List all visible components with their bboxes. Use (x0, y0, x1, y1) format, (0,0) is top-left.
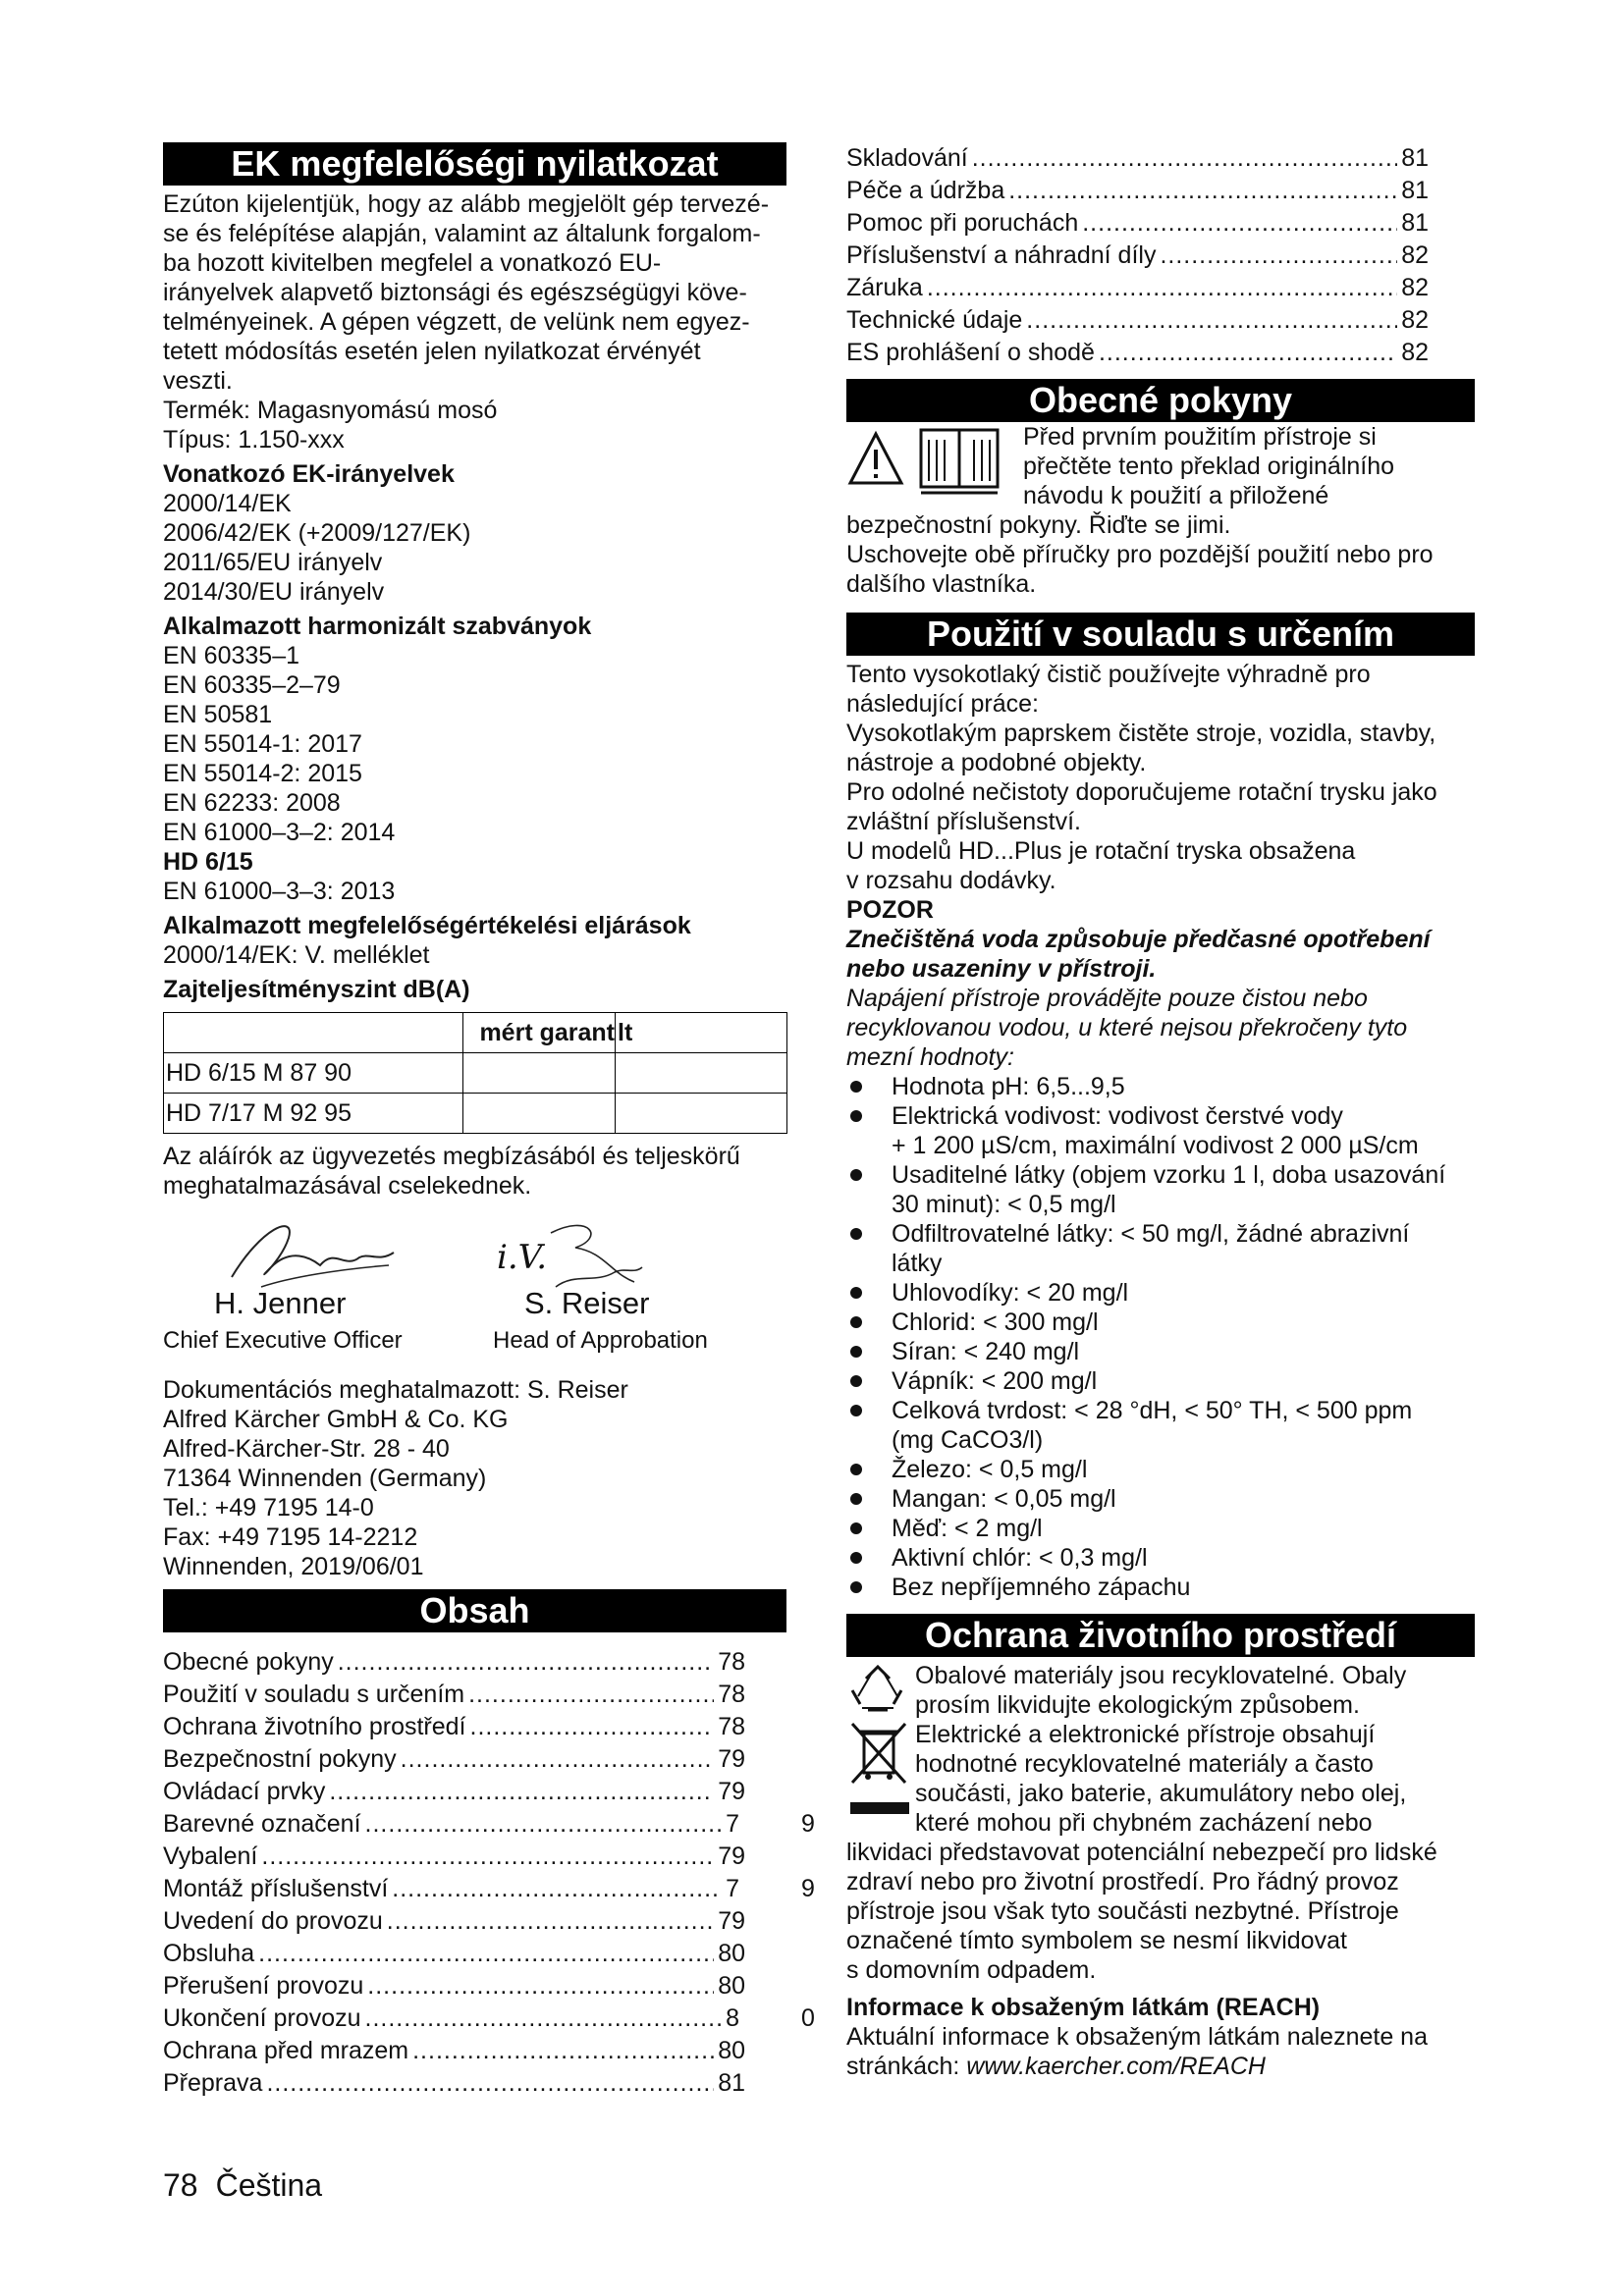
list-item: Uhlovodíky: < 20 mg/l (846, 1278, 1475, 1308)
address-block: Dokumentációs meghatalmazott: S. Reiser Alfred Kärcher GmbH & Co. KG Alfred-Kärcher-Str. 28 - 40 71364 Winnenden (Germany) Tel.: +49 7195 14-0 Fax: +49 7195 14-2212 Winnenden, 2019/06/01 (163, 1376, 628, 1580)
table-row: HD 6/15 M 87 90 (164, 1053, 787, 1094)
signers-note: Az aláírók az ügyvezetés megbízásából és teljeskörű (163, 1143, 740, 1170)
caution-italic: Napájení přístroje provádějte pouze čistou nebo (846, 985, 1368, 1012)
table-header-row: mért garant lt (164, 1013, 787, 1053)
list-item: Chlorid: < 300 mg/l (846, 1308, 1475, 1337)
toc-row[interactable]: Bezpečnostní pokyny ..... 79 (163, 1743, 745, 1776)
signer2-title: Head of Approbation (493, 1327, 708, 1354)
signature-jenner (202, 1208, 399, 1297)
page-number: 78 (163, 2167, 198, 2203)
signers-note: meghatalmazásával cselekednek. (163, 1172, 532, 1200)
general-intro: Před prvním použitím přístroje si přečtěte tento překlad originálního návodu k použití a přiložené (1023, 423, 1395, 509)
page-footer (163, 2165, 322, 2205)
toc-row[interactable]: Barevné označení ..... 7 9 (163, 1808, 745, 1841)
procedures-heading: Alkalmazott megfelelőségértékelési eljárások (163, 912, 691, 939)
warning-manual-icon (846, 422, 1023, 510)
directive-item: 2000/14/EK (163, 490, 292, 517)
water-limits-list (846, 1072, 1475, 1602)
directive-item: 2014/30/EU irányelv (163, 578, 385, 606)
list-item: Měď: < 2 mg/l (846, 1514, 1475, 1543)
toc-row[interactable]: Záruka ..... 82 (846, 272, 1429, 304)
toc-row[interactable]: Ochrana před mrazem ..... 80 (163, 2035, 745, 2067)
signer2-name: S. Reiser (524, 1286, 650, 1320)
reach-heading: Informace k obsaženým látkám (REACH) (846, 1994, 1321, 2021)
hd-standard: EN 61000–3–3: 2013 (163, 878, 396, 905)
declaration-intro: Ezúton kijelentjük, hogy az alább megjelölt gép tervezé- se és felépítése alapján, valamint az általunk forgalom- ba hozott kivitelben megfelel a vonatkozó EU- irányelvek alapvető biztonsági és egészségügyi köve- telményeinek. A gépen végzett, de velünk nem egyez- tetett módosítás esetén jelen nyilatkozat érvényét veszti. (163, 190, 770, 395)
list-item: Bez nepříjemného zápachu (846, 1573, 1475, 1602)
list-item: Síran: < 240 mg/l (846, 1337, 1475, 1366)
intended-use-text: Tento vysokotlaký čistič používejte výhradně pro následující práce: Vysokotlakým paprskem čistěte stroje, vozidla, stavby, nástroje a podobné objekty. Pro odolné nečistoty doporučujeme rotační trysku jako zvláštní příslušenství. U modelů HD...Plus je rotační tryska obsažena v rozsahu dodávky. (846, 661, 1437, 894)
list-item: Vápník: < 200 mg/l (846, 1366, 1475, 1396)
procedures-text: 2000/14/EK: V. melléklet (163, 941, 430, 969)
product-line: Termék: Magasnyomású mosó (163, 397, 498, 424)
caution-bold: nebo usazeniny v přístroji. (846, 955, 1157, 983)
table-of-contents (163, 1646, 815, 2100)
toc-row[interactable]: Přerušení provozu ..... 80 (163, 1970, 745, 2002)
caution-bold: Znečištěná voda způsobuje předčasné opotřebení (846, 926, 1431, 953)
standard-item: EN 62233: 2008 (163, 789, 341, 817)
signatures (163, 1208, 786, 1375)
toc-row[interactable]: Péče a údržba ..... 81 (846, 175, 1429, 207)
caution-italic: mezní hodnoty: (846, 1043, 1014, 1071)
directive-item: 2006/42/EK (+2009/127/EK) (163, 519, 471, 547)
standard-item: EN 60335–1 (163, 642, 300, 669)
declaration-heading: EK megfelelőségi nyilatkozat (163, 142, 786, 186)
directive-item: 2011/65/EU irányelv (163, 549, 383, 576)
toc-row[interactable]: Technické údaje ..... 82 (846, 304, 1429, 337)
table-of-contents-continued (846, 142, 1429, 369)
page-language: Čeština (215, 2167, 323, 2203)
crossed-bin-icon (846, 1720, 915, 1838)
standard-item: EN 60335–2–79 (163, 671, 341, 699)
toc-row[interactable]: Obsluha ..... 80 (163, 1938, 745, 1970)
warning-icons (846, 422, 1023, 510)
standard-item: EN 61000–3–2: 2014 (163, 819, 396, 846)
general-heading: Obecné pokyny (846, 379, 1475, 422)
intended-use-heading: Použití v souladu s určením (846, 613, 1475, 656)
toc-row[interactable]: Uvedení do provozu ..... 79 (163, 1905, 745, 1938)
table-row: HD 7/17 M 92 95 (164, 1094, 787, 1134)
toc-row[interactable]: Použití v souladu s určením ..... 78 (163, 1679, 745, 1711)
signer2-prefix: i.V. (497, 1238, 548, 1277)
general-notice (846, 422, 1475, 510)
list-item: Hodnota pH: 6,5...9,5 (846, 1072, 1475, 1101)
type-line: Típus: 1.150-xxx (163, 426, 345, 454)
standards-heading: Alkalmazott harmonizált szabványok (163, 613, 592, 640)
toc-row[interactable]: Vybalení ..... 79 (163, 1841, 745, 1873)
reach-link[interactable]: www.kaercher.com/REACH (966, 2053, 1266, 2080)
caution-italic: recyklovanou vodou, u které nejsou překročeny tyto (846, 1014, 1408, 1041)
signer1-name: H. Jenner (214, 1286, 347, 1320)
environment-heading: Ochrana životního prostředí (846, 1614, 1475, 1657)
sound-level-table (163, 1012, 787, 1134)
hd-label: HD 6/15 (163, 848, 253, 876)
directives-heading: Vonatkozó EK-irányelvek (163, 460, 455, 488)
list-item: Mangan: < 0,05 mg/l (846, 1484, 1475, 1514)
toc-row[interactable]: ES prohlášení o shodě ..... 82 (846, 337, 1429, 369)
weee-notice: Elektrické a elektronické přístroje obsahují hodnotné recyklovatelné materiály a často součásti, jako baterie, akumulátory nebo olej, které mohou při chybném zacházení nebo (846, 1720, 1475, 1838)
list-item: Aktivní chlór: < 0,3 mg/l (846, 1543, 1475, 1573)
list-item: Odfiltrovatelné látky: < 50 mg/l, žádné abrazivní látky (846, 1219, 1475, 1278)
recycle-notice: Obalové materiály jsou recyklovatelné. Obaly prosím likvidujte ekologickým způsobem. (846, 1661, 1475, 1720)
list-item: Elektrická vodivost: vodivost čerstvé vody + 1 200 µS/cm, maximální vodivost 2 000 µS/cm (846, 1101, 1475, 1160)
level-heading: Zajteljesítményszint dB(A) (163, 976, 470, 1003)
recycle-icon (846, 1661, 915, 1720)
toc-row[interactable]: Pomoc při poruchách ..... 81 (846, 207, 1429, 240)
toc-row[interactable]: Ochrana životního prostředí ..... 78 (163, 1711, 745, 1743)
standard-item: EN 55014-1: 2017 (163, 730, 362, 758)
toc-row[interactable]: Skladování ..... 81 (846, 142, 1429, 175)
left-column (163, 142, 815, 2100)
caution-label: POZOR (846, 896, 934, 924)
contents-heading: Obsah (163, 1589, 786, 1632)
toc-row[interactable]: Přeprava ..... 81 (163, 2067, 745, 2100)
signer1-title: Chief Executive Officer (163, 1327, 403, 1354)
toc-row[interactable]: Ukončení provozu ..... 8 0 (163, 2002, 745, 2035)
toc-row[interactable]: Montáž příslušenství ..... 7 9 (163, 1873, 745, 1905)
list-item: Celková tvrdost: < 28 °dH, < 50° TH, < 500 ppm (mg CaCO3/l) (846, 1396, 1475, 1455)
toc-row[interactable]: Příslušenství a náhradní díly ..... 82 (846, 240, 1429, 272)
toc-row[interactable]: Obecné pokyny ..... 78 (163, 1646, 745, 1679)
standard-item: EN 50581 (163, 701, 273, 728)
standard-item: EN 55014-2: 2015 (163, 760, 362, 787)
right-column: Skladování ..... 81 Péče a údržba ..... 81 Pomoc při poruchách ..... 81 Příslušenství a náhradní díly ..... 82 Záruka ..... 82 Technické údaje ..... 82 ES prohlášení o shodě ..... 82 Obecné pokyny Před prvním použitím přístroje si přečtěte tento překlad originálního návodu k použití a přiložené bezpečnostní pokyny. Řiďte se jimi. Uschovejte obě příručky pro pozdější použití nebo pro dalšího vlastníka. Použití v souladu s určením Tento vysokotlaký čistič používejte výhradně pro následující práce: Vysokotlakým paprskem čistěte stroje, vozidla, stavby, nástroje a podobné objekty. Pro odolné nečistoty doporučujeme rotační trysku jako zvláštní příslušenství. U modelů HD...Plus je rotační tryska obsažena v rozsahu dodávky. POZOR Znečištěná voda způsobuje předčasné opotřebení nebo usazeniny v přístroji. Napájení přístroje provádějte pouze čistou nebo recyklovanou vodou, u které nejsou překročeny tyto mezní hodnoty: Hodnota pH: 6,5...9,5 Elektrická vodivost: vodivost čerstvé vody + 1 200 µS/cm, maximální vodivost 2 000 µS/cm Usaditelné látky (objem vzorku 1 l, doba usazování 30 minut): < 0,5 mg/l Odfiltrovatelné látky: < 50 mg/l, žádné abrazivní látky Uhlovodíky: < 20 mg/l Chlorid: < 300 mg/l Síran: < 240 mg/l Vápník: < 200 mg/l Celková tvrdost: < 28 °dH, < 50° TH, < 500 ppm (mg CaCO3/l) Železo: < 0,5 mg/l Mangan: < 0,05 mg/l Měď: < 2 mg/l Aktivní chlór: < 0,3 mg/l Bez nepříjemného zápachu Ochrana životního prostředí Obalové materiály jsou recyklovatelné. Obaly prosím likvidujte ekologickým způsobem. Elektrické a elektronické přístroje obsahují hodnotné recyklovatelné materiály a často součásti, jako baterie, akumulátory nebo olej, které mohou při chybném zacházení nebo likvidaci představovat potenciální nebezpečí pro lidské zdraví nebo pro životní prostředí. Pro řádný provoz přístroje jsou však tyto součásti nezbytné. Přístroje označené tímto symbolem se nesmí likvidovat s domovním odpadem. Informace k obsaženým látkám (REACH) Aktuální informace k obsaženým látkám naleznete na stránkách: www.kaercher.com/REACH (846, 142, 1475, 2081)
list-item: Usaditelné látky (objem vzorku 1 l, doba usazování 30 minut): < 0,5 mg/l (846, 1160, 1475, 1219)
list-item: Železo: < 0,5 mg/l (846, 1455, 1475, 1484)
toc-row[interactable]: Ovládací prvky ..... 79 (163, 1776, 745, 1808)
